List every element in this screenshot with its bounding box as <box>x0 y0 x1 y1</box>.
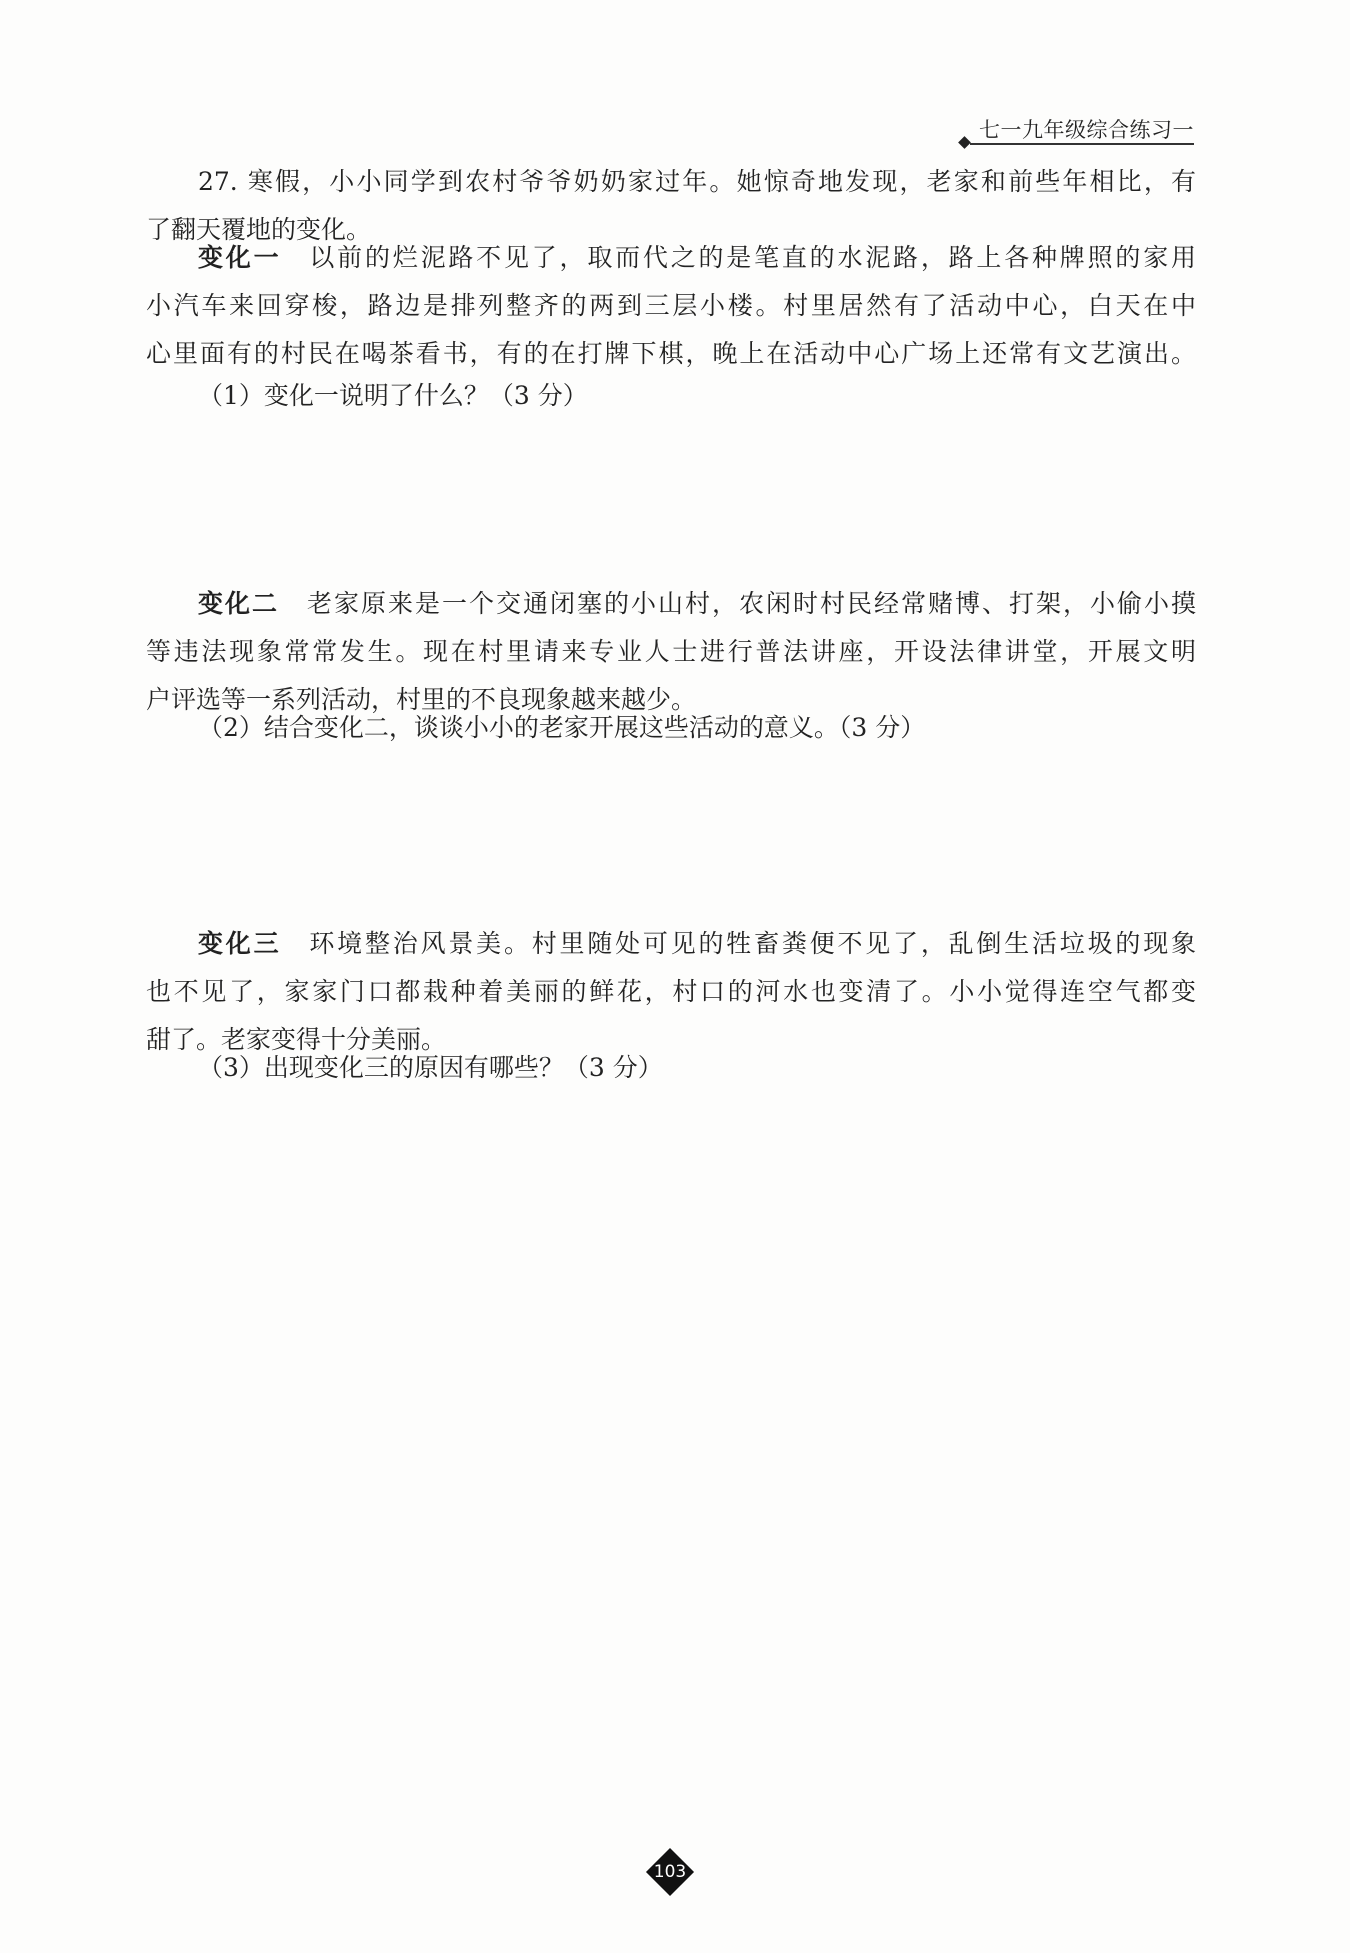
change-2-paragraph <box>146 580 1196 724</box>
intro-line-2: 了翻天覆地的变化。 <box>146 215 372 244</box>
change-2-line-3: 户评选等一系列活动，村里的不良现象越来越少。 <box>146 685 697 714</box>
change-1-label: 变化一 <box>198 243 282 272</box>
page-number: 103 <box>653 1862 687 1882</box>
change-2-line-2: 等违法现象常常发生。现在村里请来专业人士进行普法讲座，开设法律讲堂，开展文明 <box>146 637 1196 666</box>
header-title: 七一九年级综合练习一 <box>979 118 1194 142</box>
change-1-line-1 <box>146 234 1196 282</box>
change-1-paragraph <box>146 234 1196 378</box>
running-header <box>960 110 1194 150</box>
change-3-line-2: 也不见了，家家门口都栽种着美丽的鲜花，村口的河水也变清了。小小觉得连空气都变 <box>146 977 1196 1006</box>
change-3-label: 变化三 <box>198 929 282 958</box>
sub-question-3: （3）出现变化三的原因有哪些？（3 分） <box>198 1053 663 1082</box>
change-1-text-1: 以前的烂泥路不见了，取而代之的是笔直的水泥路，路上各种牌照的家用 <box>309 243 1196 272</box>
sub-question-2: （2）结合变化二，谈谈小小的老家开展这些活动的意义。（3 分） <box>198 713 926 742</box>
header-diamond-icon <box>958 136 971 149</box>
change-3-line-3: 甜了。老家变得十分美丽。 <box>146 1025 447 1054</box>
sub-question-1: （1）变化一说明了什么？（3 分） <box>198 381 588 410</box>
header-rule <box>970 143 1194 145</box>
change-3-line-1 <box>146 920 1196 968</box>
page-number-badge <box>646 1848 694 1896</box>
change-1-line-3: 心里面有的村民在喝茶看书，有的在打牌下棋，晚上在活动中心广场上还常有文艺演出。 <box>146 339 1196 368</box>
change-2-text-1: 老家原来是一个交通闭塞的小山村，农闲时村民经常赌博、打架，小偷小摸 <box>307 589 1196 618</box>
intro-line-1: 27. 寒假，小小同学到农村爷爷奶奶家过年。她惊奇地发现，老家和前些年相比，有 <box>198 167 1196 196</box>
change-2-line-1 <box>146 580 1196 628</box>
change-3-text-1: 环境整治风景美。村里随处可见的牲畜粪便不见了，乱倒生活垃圾的现象 <box>309 929 1196 958</box>
change-3-paragraph <box>146 920 1196 1064</box>
change-2-label: 变化二 <box>198 589 279 618</box>
change-1-line-2: 小汽车来回穿梭，路边是排列整齐的两到三层小楼。村里居然有了活动中心，白天在中 <box>146 291 1196 320</box>
